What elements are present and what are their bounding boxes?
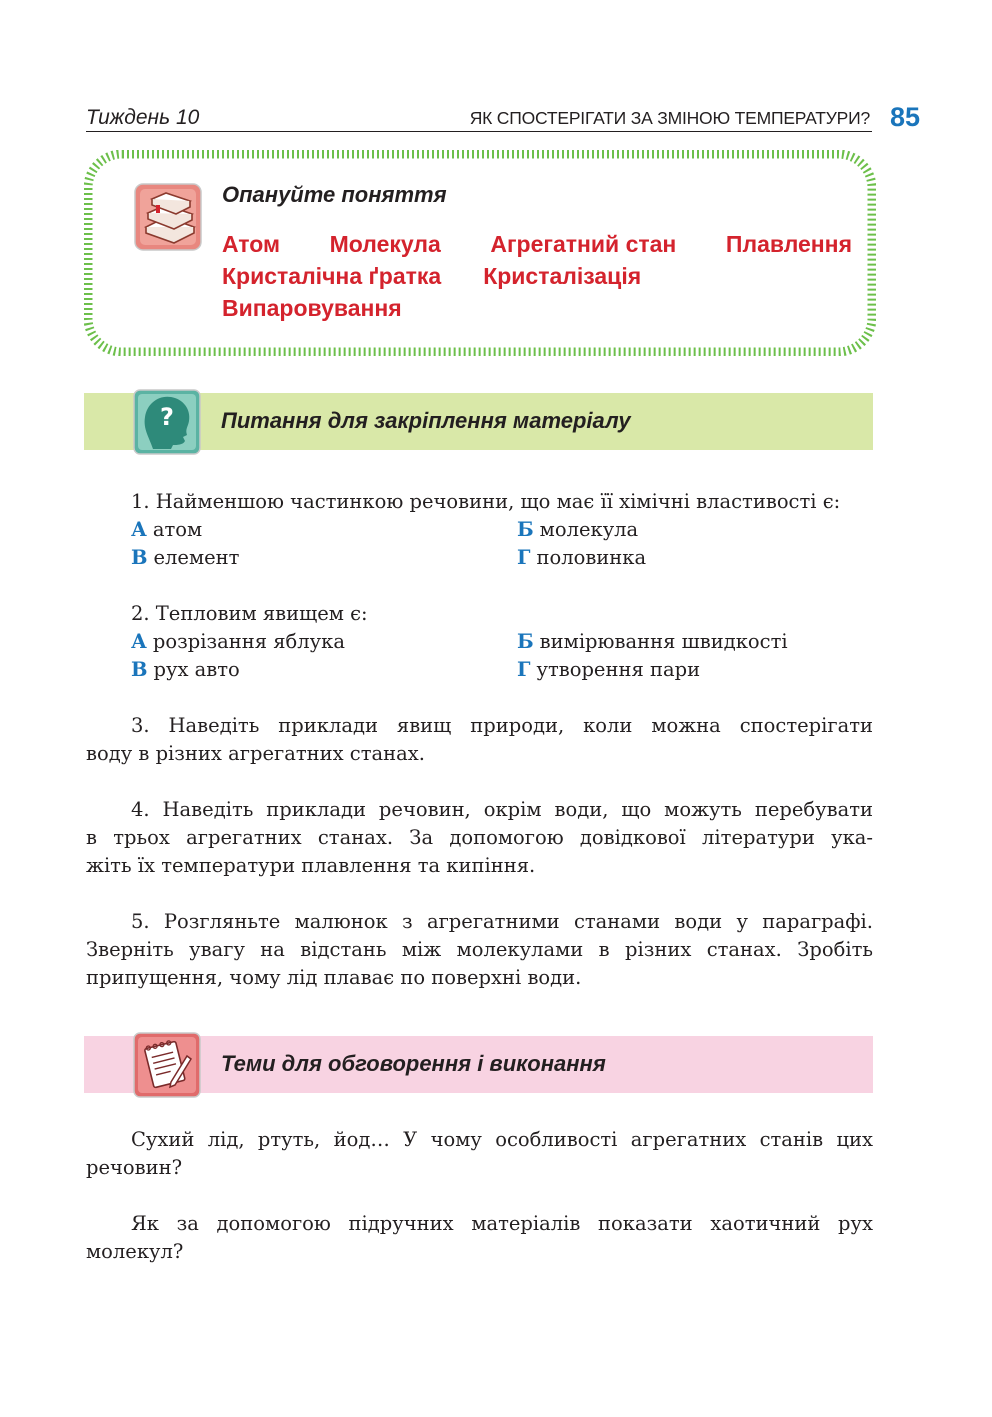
topic-1-line-1: Сухий лід, ртуть, йод… У чому особливості агрегатних станів цих [131,1128,873,1151]
questions-section-title: Питання для закріплення матеріалу [221,408,631,433]
option-text: вимірювання швидкості [539,630,788,653]
question-4 [86,796,873,880]
option-a [131,628,345,656]
concept-terms [222,228,852,324]
option-letter: Г [517,658,531,681]
topic-2-line-2: молекул? [86,1240,184,1263]
topic-1-line-2: речовин? [86,1156,183,1179]
chapter-title: ЯК СПОСТЕРІГАТИ ЗА ЗМІНОЮ ТЕМПЕРАТУРИ? [469,108,870,128]
term: Молекула [329,231,441,257]
question-3-line-1: 3. Наведіть приклади явищ природи, коли можна спостерігати [131,714,873,737]
question-head-icon [133,389,201,455]
term: Атом [222,231,281,257]
option-text: елемент [153,546,240,569]
question-4-line-1: 4. Наведіть приклади речовин, окрім води, що можуть перебувати [131,798,873,821]
option-text: рух авто [153,658,240,681]
term: Кристалічна ґратка [222,263,442,289]
option-a [131,516,202,544]
question-5-line-3: припущення, чому лід плаває по поверхні води. [86,966,582,989]
option-text: розрізання яблука [152,630,345,653]
option-text: атом [152,518,203,541]
books-icon [134,183,202,251]
option-h [517,544,646,572]
header-rule [86,131,872,132]
option-letter: В [131,546,148,569]
topic-2 [86,1210,873,1266]
question-4-line-2: в трьох агрегатних станах. За допомогою довідкової літератури ука- [86,826,873,849]
option-text: утворення пари [536,658,701,681]
concept-heading: Опануйте поняття [222,182,447,207]
option-v [131,656,240,684]
question-1: 1. Найменшою частинкою речовини, що має її хімічні властивості є: [131,490,841,513]
term: Кристалізація [483,263,642,289]
term: Плавлення [725,231,852,257]
topic-2-line-1: Як за допомогою підручних матеріалів показати хаотичний рух [131,1212,873,1235]
option-h [517,656,700,684]
option-v [131,544,239,572]
question-5-line-1: 5. Розгляньте малюнок з агрегатними станами води у параграфі. [131,910,873,933]
week-label: Тиждень 10 [86,106,200,129]
svg-text:?: ? [160,403,174,431]
question-4-line-3: жіть їх температури плавлення та кипіння. [86,854,536,877]
question-5-line-2: Зверніть увагу на відстань між молекулами в різних станах. Зробіть [86,938,873,961]
notepad-pencil-icon [133,1032,201,1098]
topic-1 [86,1126,873,1182]
option-letter: Г [517,546,531,569]
option-text: молекула [539,518,639,541]
topics-section-title: Теми для обговорення і виконання [221,1051,606,1076]
option-letter: А [131,518,147,541]
option-letter: Б [517,518,534,541]
question-3 [86,712,873,768]
option-letter: Б [517,630,534,653]
option-b [517,516,638,544]
question-3-line-2: воду в різних агрегатних станах. [86,742,425,765]
term: Випаровування [222,295,402,321]
question-2: 2. Тепловим явищем є: [131,602,368,625]
option-text: половинка [536,546,647,569]
page-number: 85 [890,102,921,132]
option-letter: А [131,630,147,653]
option-b [517,628,788,656]
option-letter: В [131,658,148,681]
question-5 [86,908,873,992]
term: Агрегатний стан [490,231,677,257]
